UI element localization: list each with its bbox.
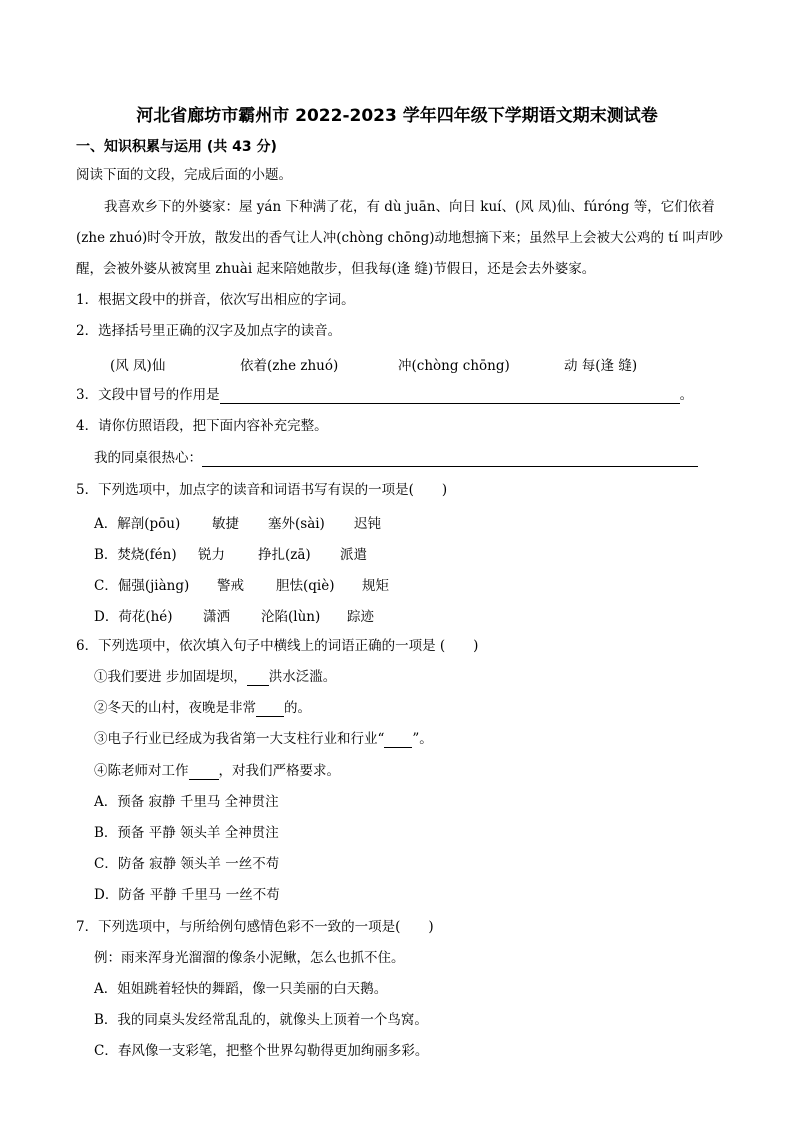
question-6-stem: 6．下列选项中，依次填入句子中横线上的词语正确的一项是 (: [76, 638, 446, 654]
option-a: A．预备 寂静 千里马 全神贯注: [94, 794, 279, 810]
q2-option: 依着(zhe zhuó): [240, 358, 339, 374]
option-word: 警戒: [217, 578, 244, 594]
question-3-text: 3．文段中冒号的作用是: [76, 387, 220, 403]
passage-line: (zhe zhuó)时令开放，散发出的香气让人冲(chòng chōng)动地想摘下来；虽然早上会被大公鸡的 tí 叫声吵: [76, 230, 723, 246]
fill-blank[interactable]: [189, 765, 219, 780]
q2-option: 冲(chòng chōng): [398, 358, 510, 374]
reading-intro: 阅读下面的文段，完成后面的小题。: [76, 167, 292, 183]
question-5-stem: 5．下列选项中，加点字的读音和词语书写有误的一项是(: [76, 482, 414, 498]
option-word: 迟钝: [354, 516, 381, 532]
question-3: [76, 386, 693, 404]
answer-blank[interactable]: [220, 389, 680, 404]
question-2: 2．选择括号里正确的汉字及加点字的读音。: [76, 323, 342, 339]
question-6: [76, 637, 478, 655]
sentence-text: ③电子行业已经成为我省第一大支柱行业和行业“: [94, 731, 385, 747]
option-word: 塞外(sài): [268, 516, 325, 532]
option-word: 胆怯(qiè): [276, 578, 335, 594]
sentence-text: 的。: [284, 700, 311, 716]
q6-sentence: [94, 762, 340, 780]
passage-line: 醒，会被外婆从被窝里 zhuài 起来陪她散步，但我每(逢 缝)节假日，还是会去外婆家。: [76, 261, 596, 277]
fill-blank[interactable]: [256, 702, 284, 717]
option-b: B．焚烧(fén): [94, 547, 177, 563]
sentence-text: ”。: [412, 731, 433, 747]
option-word: 规矩: [362, 578, 389, 594]
q2-option: (风 凤)仙: [110, 358, 166, 374]
question-7-stem: 7．下列选项中，与所给例句感情色彩不一致的一项是(: [76, 919, 401, 935]
sentence-text: 洪水泛滥。: [268, 669, 337, 685]
option-word: 踪迹: [347, 609, 374, 625]
q6-sentence: [94, 699, 311, 717]
option-b: B．我的同桌头发经常乱乱的，就像头上顶着一个鸟窝。: [94, 1012, 428, 1028]
q6-sentence: [94, 730, 433, 748]
question-4: 4．请你仿照语段，把下面内容补充完整。: [76, 418, 328, 434]
section-heading: 一、知识积累与运用 (共 43 分): [76, 139, 277, 155]
option-a: A．解剖(pōu): [94, 516, 181, 532]
page-title: 河北省廊坊市霸州市 2022-2023 学年四年级下学期语文期末测试卷: [136, 106, 658, 126]
option-word: 潇洒: [203, 609, 230, 625]
close-paren: ): [428, 919, 434, 935]
question-7: [76, 918, 434, 936]
close-paren: ): [441, 482, 448, 498]
q2-option: 动 每(逢 缝): [564, 358, 638, 374]
sentence-text: ②冬天的山村，夜晚是非常: [94, 700, 256, 716]
option-c: C．春风像一支彩笔，把整个世界勾勒得更加绚丽多彩。: [94, 1043, 429, 1059]
example-sentence: 例：雨来浑身光溜溜的像条小泥鳅，怎么也抓不住。: [94, 950, 405, 966]
option-d: D．防备 平静 千里马 一丝不苟: [94, 887, 280, 903]
passage-line: 我喜欢乡下的外婆家：屋 yán 下种满了花，有 dù juān、向日 kuí、(风 凤)仙、fúróng 等，它们依着: [104, 199, 715, 215]
question-3-end: 。: [679, 387, 694, 403]
option-word: 挣扎(zā): [258, 547, 311, 563]
question-4-prompt: [94, 449, 698, 467]
prompt-text: 我的同桌很热心：: [94, 450, 202, 466]
sentence-text: ，对我们严格要求。: [218, 763, 340, 779]
option-d: D．荷花(hé): [94, 609, 173, 625]
answer-blank[interactable]: [202, 452, 698, 467]
question-5: [76, 481, 447, 499]
q6-sentence: [94, 668, 336, 686]
option-c: C．防备 寂静 领头羊 一丝不苟: [94, 856, 280, 872]
option-word: 沦陷(lùn): [261, 609, 321, 625]
option-a: A．姐姐跳着轻快的舞蹈，像一只美丽的白天鹅。: [94, 981, 388, 997]
fill-blank[interactable]: [384, 733, 412, 748]
option-word: 派遣: [340, 547, 367, 563]
close-paren: ): [473, 638, 479, 654]
option-word: 锐力: [198, 547, 225, 563]
sentence-text: ①我们要进 步加固堤坝，: [94, 669, 247, 685]
option-word: 敏捷: [212, 516, 239, 532]
fill-blank[interactable]: [247, 671, 269, 686]
sentence-text: ④陈老师对工作: [94, 763, 189, 779]
question-1: 1．根据文段中的拼音，依次写出相应的字词。: [76, 292, 355, 308]
option-c: C．倔强(jiàng): [94, 578, 190, 594]
option-b: B．预备 平静 领头羊 全神贯注: [94, 825, 279, 841]
